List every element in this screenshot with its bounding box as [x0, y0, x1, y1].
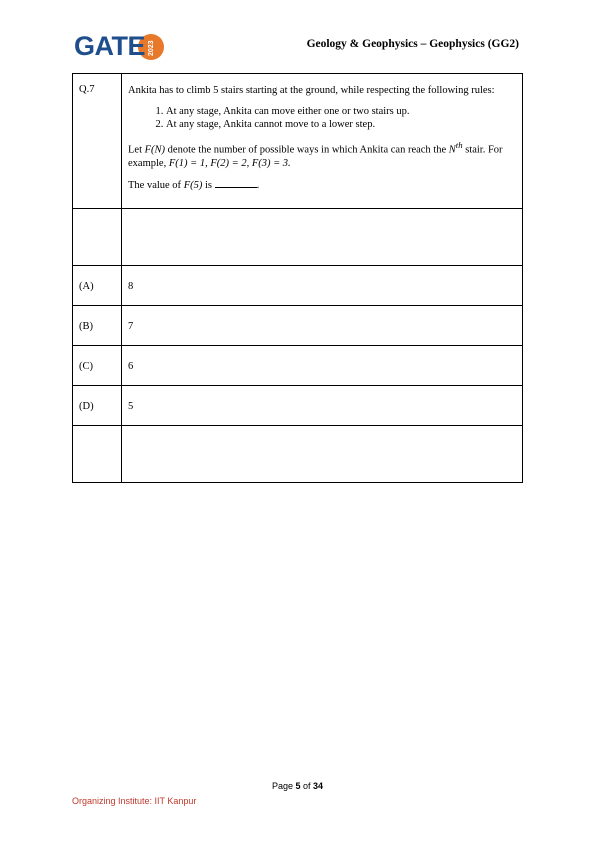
- option-value: 7: [122, 305, 523, 345]
- question-table: [72, 73, 523, 483]
- option-value: 5: [122, 385, 523, 425]
- organizing-institute: Organizing Institute: IIT Kanpur: [72, 796, 197, 806]
- rule-item: 1. At any stage, Ankita can move either one or two stairs up.: [166, 105, 516, 118]
- spacer-row: [73, 208, 523, 265]
- option-label: (A): [73, 265, 122, 305]
- rules-list: [128, 105, 516, 131]
- option-value: 6: [122, 345, 523, 385]
- page-number: Page 5 of 34: [271, 781, 324, 791]
- question-body: [122, 74, 523, 209]
- question-intro: Ankita has to climb 5 stairs starting at the ground, while respecting the following rules:: [128, 85, 495, 96]
- logo-text: GATE: [74, 31, 145, 61]
- gate-logo: [74, 30, 174, 70]
- answer-blank: [215, 178, 257, 188]
- question-row: [73, 74, 523, 209]
- option-row-d[interactable]: [73, 385, 523, 425]
- option-label: (B): [73, 305, 122, 345]
- option-row-c[interactable]: [73, 345, 523, 385]
- option-label: (C): [73, 345, 122, 385]
- option-row-b[interactable]: [73, 305, 523, 345]
- rule-item: 2. At any stage, Ankita cannot move to a lower step.: [166, 118, 516, 131]
- option-value: 8: [122, 265, 523, 305]
- option-row-a[interactable]: [73, 265, 523, 305]
- question-definition: Let F(N) denote the number of possible ways in which Ankita can reach the $N^{th}$ stair. For example, F(1) = 1, F(2) = 2, F(3) = 3.: [128, 140, 503, 169]
- option-label: (D): [73, 385, 122, 425]
- spacer-row: [73, 425, 523, 482]
- question-prompt: The value of F(5) is .: [128, 179, 260, 191]
- question-number: Q.7: [73, 74, 122, 209]
- logo-year: 2023: [148, 40, 155, 56]
- paper-title: Geology & Geophysics – Geophysics (GG2): [306, 38, 519, 50]
